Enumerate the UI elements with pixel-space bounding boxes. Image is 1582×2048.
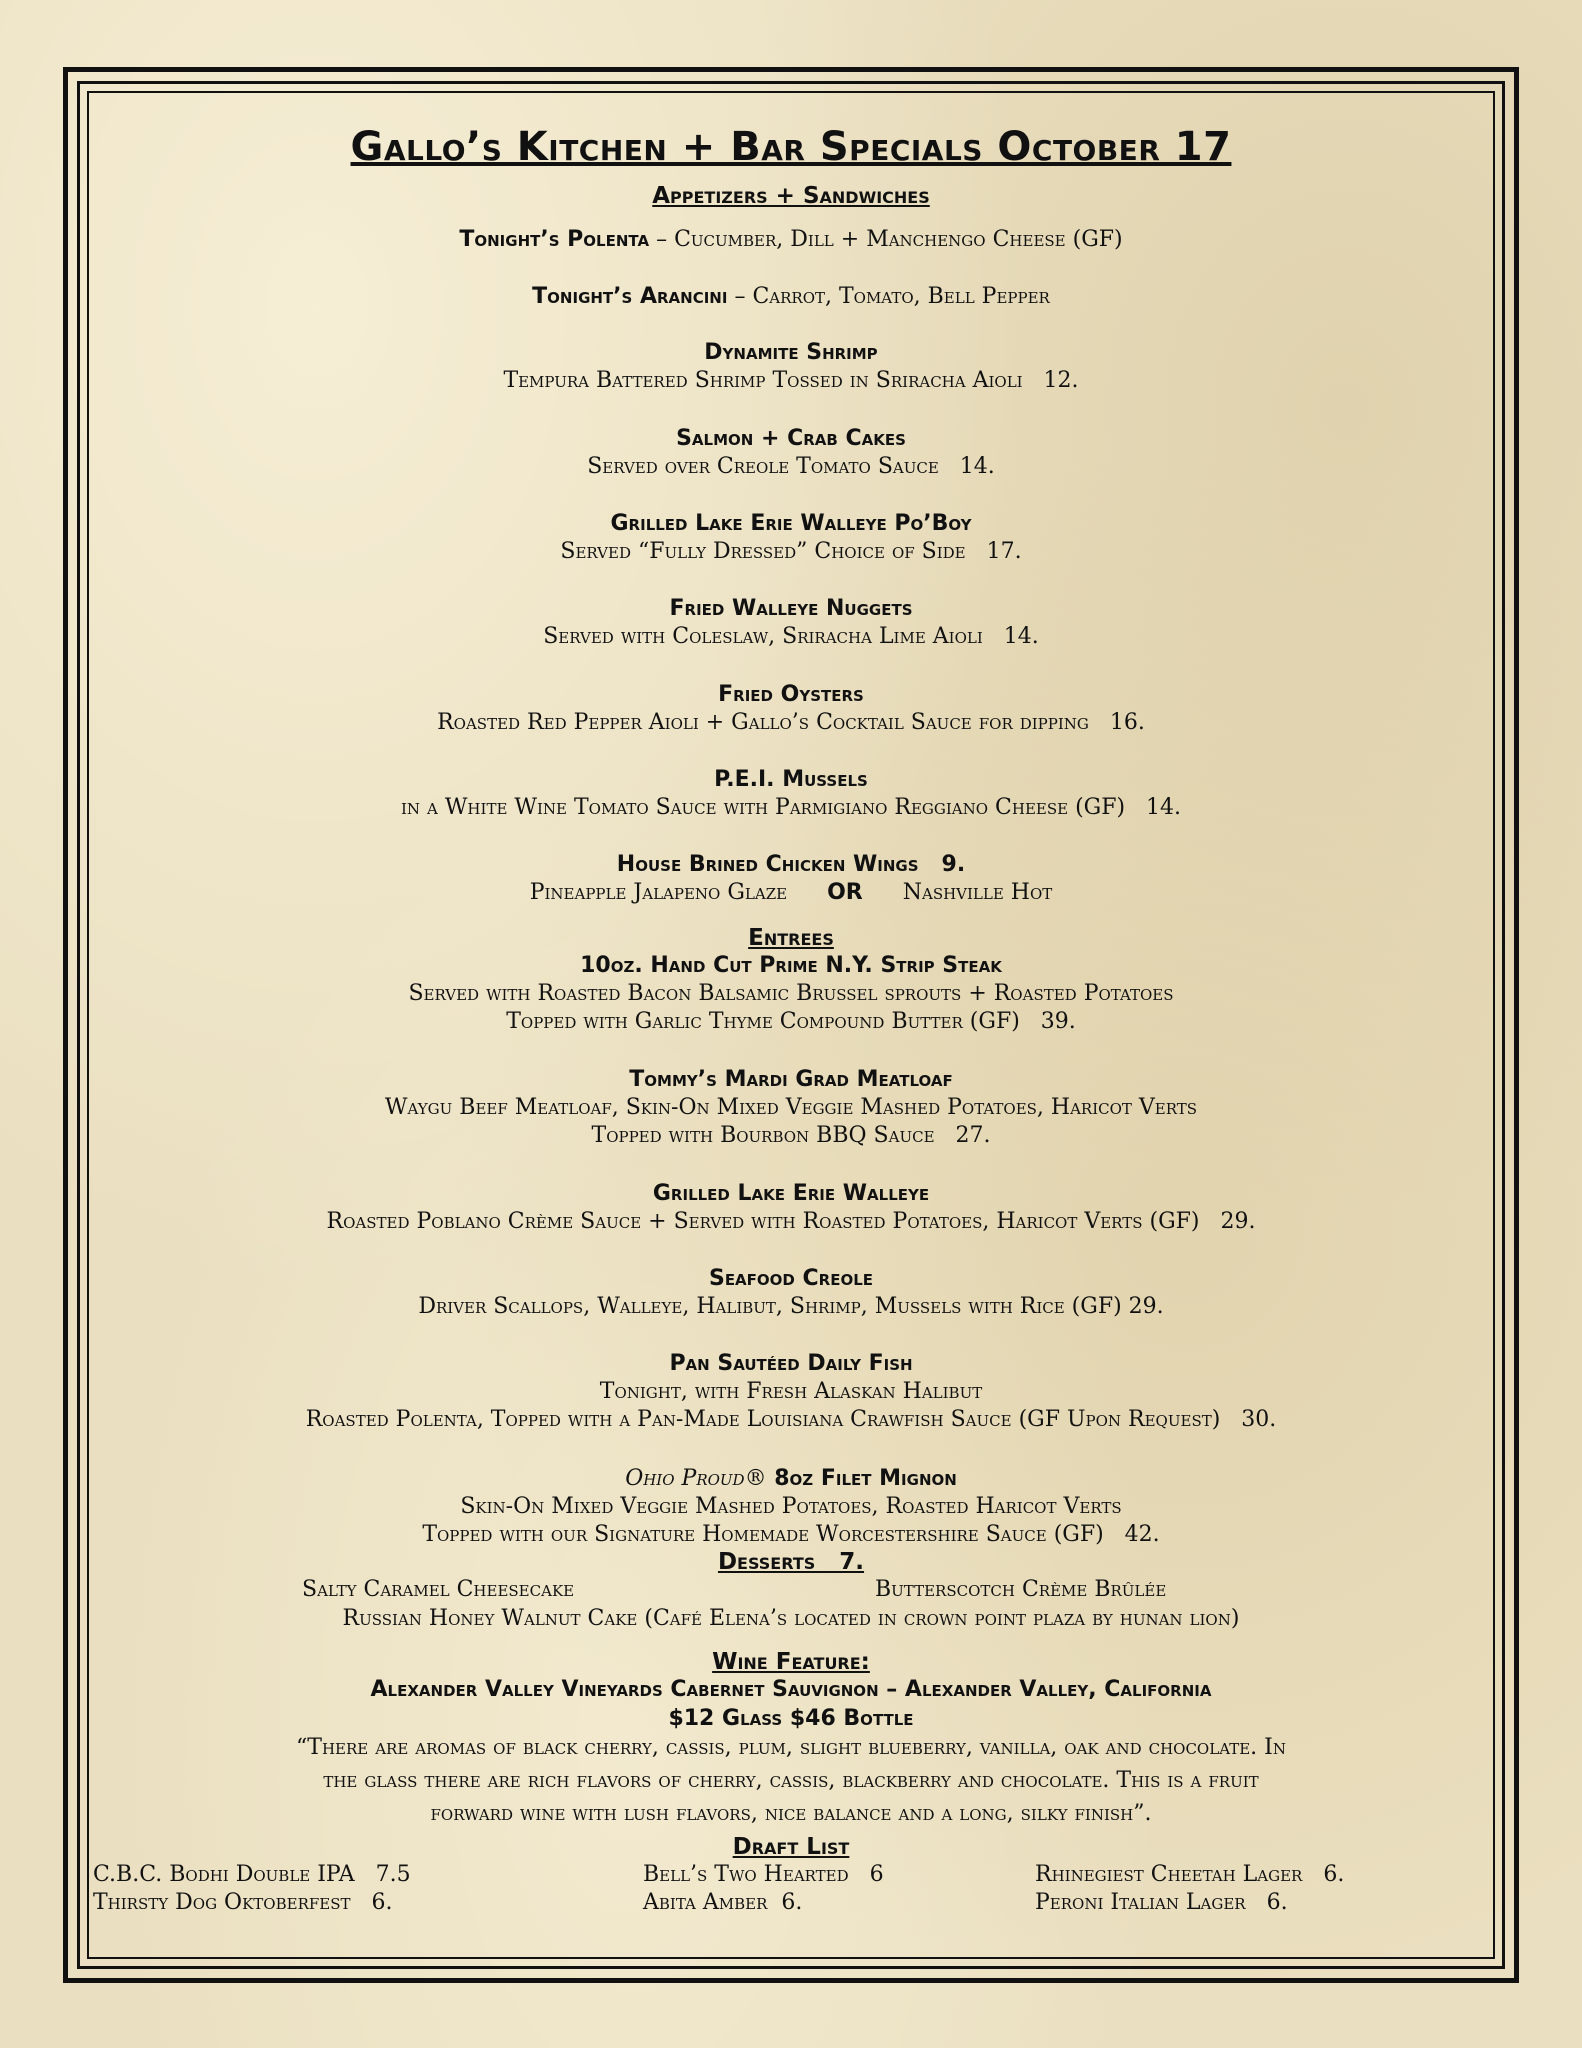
- item-desc-chicken-wings: [0, 880, 1582, 905]
- draft-item: Rhinegiest Cheetah Lager 6.: [1035, 1862, 1345, 1887]
- item-desc-fried-oysters: Roasted Red Pepper Aioli + Gallo’s Cocktail Sauce for dipping 16.: [437, 710, 1145, 735]
- item-name-strip-steak: 10oz. Hand Cut Prime N.Y. Strip Steak: [580, 953, 1002, 978]
- item-name-dynamite-shrimp: Dynamite Shrimp: [704, 340, 878, 365]
- draft-item: Bell’s Two Hearted 6: [643, 1862, 884, 1887]
- item-name-seafood-creole: Seafood Creole: [708, 1266, 874, 1291]
- item-name-daily-fish: Pan Sautéed Daily Fish: [669, 1351, 913, 1376]
- item-desc-dynamite-shrimp: Tempura Battered Shrimp Tossed in Sriracha Aioli 12.: [503, 368, 1079, 393]
- item-name-po-boy: Grilled Lake Erie Walleye Po’Boy: [610, 511, 972, 536]
- item-desc-grilled-walleye: Roasted Poblano Crème Sauce + Served with Roasted Potatoes, Haricot Verts (GF) 29.: [326, 1209, 1256, 1234]
- item-desc-walleye-nuggets: Served with Coleslaw, Sriracha Lime Aioli 14.: [543, 624, 1039, 649]
- wine-note-2: the glass there are rich flavors of cherry, cassis, blackberry and chocolate. This is a fruit: [323, 1768, 1259, 1793]
- item-desc-meatloaf-1: Waygu Beef Meatloaf, Skin-On Mixed Veggie Mashed Potatoes, Haricot Verts: [384, 1095, 1198, 1120]
- section-heading-wine: Wine Feature:: [712, 1649, 870, 1675]
- item-name-fried-oysters: Fried Oysters: [718, 682, 864, 707]
- wing-option-1: Pineapple Jalapeno Glaze: [529, 880, 788, 905]
- item-name-salmon-crab-cakes: Salmon + Crab Cakes: [676, 426, 906, 451]
- item-desc: – Carrot, Tomato, Bell Pepper: [727, 284, 1050, 309]
- item-name-mussels: P.E.I. Mussels: [714, 767, 868, 792]
- item-name-meatloaf: Tommy’s Mardi Grad Meatloaf: [629, 1067, 953, 1092]
- dessert-creme-brulee: Butterscotch Crème Brûlée: [875, 1577, 1167, 1602]
- wine-note-3: forward wine with lush flavors, nice balance and a long, silky finish”.: [430, 1801, 1152, 1826]
- item-desc-po-boy: Served “Fully Dressed” Choice of Side 17.: [560, 539, 1022, 564]
- menu-item-arancini: [0, 284, 1582, 309]
- wine-note-1: “There are aromas of black cherry, cassis, plum, slight blueberry, vanilla, oak and chocolate. In: [296, 1735, 1286, 1760]
- draft-item: Abita Amber 6.: [643, 1890, 803, 1915]
- item-desc-salmon-crab-cakes: Served over Creole Tomato Sauce 14.: [587, 454, 995, 479]
- item-name-walleye-nuggets: Fried Walleye Nuggets: [669, 596, 913, 621]
- brand-ohio-proud: Ohio Proud®: [625, 1466, 767, 1491]
- section-heading-draft: Draft List: [732, 1834, 850, 1860]
- item-desc-meatloaf-2: Topped with Bourbon BBQ Sauce 27.: [591, 1123, 991, 1148]
- item-name-chicken-wings: House Brined Chicken Wings 9.: [616, 852, 966, 877]
- wing-option-2: Nashville Hot: [902, 880, 1053, 905]
- wing-option-or: OR: [827, 880, 863, 905]
- item-name: Tonight’s Arancini: [532, 284, 728, 309]
- item-desc-filet-2: Topped with our Signature Homemade Worcestershire Sauce (GF) 42.: [422, 1522, 1160, 1547]
- item-desc-daily-fish-1: Tonight, with Fresh Alaskan Halibut: [599, 1379, 983, 1404]
- item-name: Tonight’s Polenta: [459, 227, 650, 252]
- item-name-filet-mignon: [0, 1466, 1582, 1491]
- menu-item-polenta: [0, 227, 1582, 252]
- item-desc-daily-fish-2: Roasted Polenta, Topped with a Pan-Made Louisiana Crawfish Sauce (GF Upon Request) 30.: [305, 1407, 1277, 1432]
- item-desc-mussels: in a White Wine Tomato Sauce with Parmigiano Reggiano Cheese (GF) 14.: [400, 795, 1182, 820]
- section-heading-appetizers: Appetizers + Sandwiches: [652, 183, 930, 209]
- item-desc: – Cucumber, Dill + Manchengo Cheese (GF): [649, 227, 1123, 252]
- page-title: Gallo’s Kitchen + Bar Specials October 17: [350, 124, 1232, 170]
- wine-name: Alexander Valley Vineyards Cabernet Sauvignon – Alexander Valley, California: [370, 1677, 1212, 1702]
- item-desc-seafood-creole: Driver Scallops, Walleye, Halibut, Shrimp, Mussels with Rice (GF) 29.: [418, 1294, 1164, 1319]
- filet-name-rest: 8oz Filet Mignon: [766, 1466, 957, 1491]
- draft-item: Thirsty Dog Oktoberfest 6.: [93, 1890, 393, 1915]
- item-desc-filet-1: Skin-On Mixed Veggie Mashed Potatoes, Roasted Haricot Verts: [460, 1494, 1122, 1519]
- item-desc-strip-steak-1: Served with Roasted Bacon Balsamic Brussel sprouts + Roasted Potatoes: [408, 981, 1174, 1006]
- wine-price: $12 Glass $46 Bottle: [668, 1706, 914, 1731]
- draft-item: Peroni Italian Lager 6.: [1035, 1890, 1288, 1915]
- dessert-walnut-cake: Russian Honey Walnut Cake (Café Elena’s located in crown point plaza by hunan lion): [342, 1606, 1240, 1631]
- section-heading-desserts: Desserts 7.: [717, 1549, 865, 1575]
- draft-item: C.B.C. Bodhi Double IPA 7.5: [93, 1862, 411, 1887]
- item-name-grilled-walleye: Grilled Lake Erie Walleye: [652, 1181, 930, 1206]
- dessert-cheesecake: Salty Caramel Cheesecake: [302, 1577, 575, 1602]
- section-heading-entrees: Entrees: [748, 925, 834, 951]
- item-desc-strip-steak-2: Topped with Garlic Thyme Compound Butter (GF) 39.: [506, 1009, 1076, 1034]
